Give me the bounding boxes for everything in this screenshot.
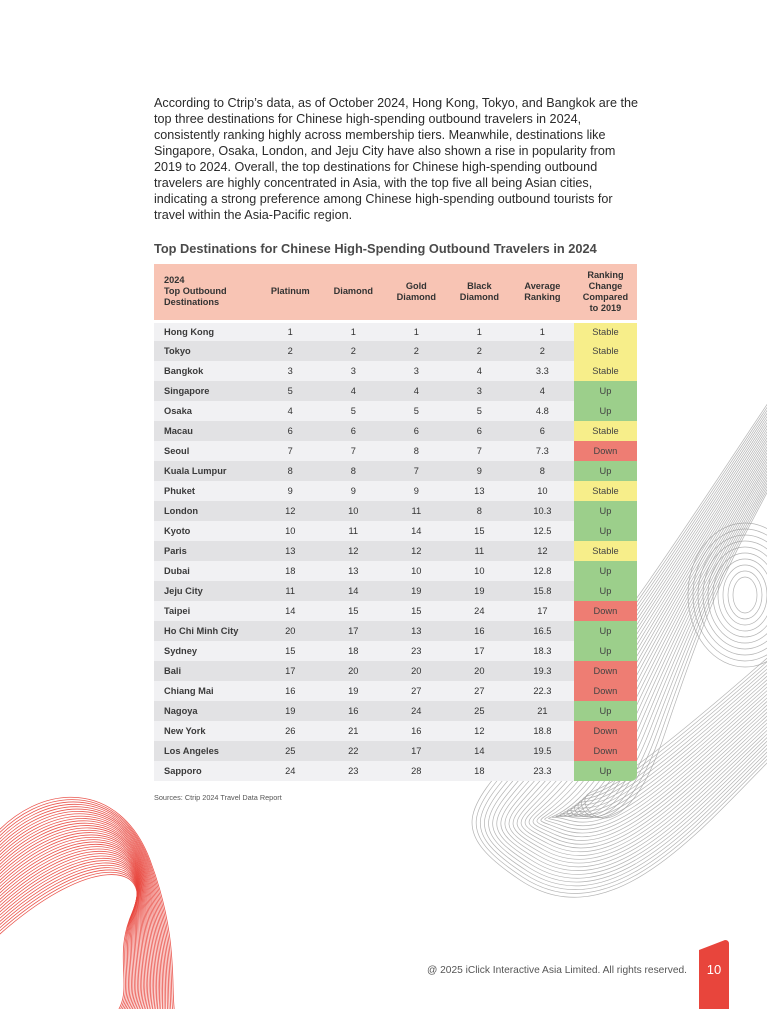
destination-cell: Macau xyxy=(164,426,193,436)
ranking-change-cell: Up xyxy=(574,561,637,581)
header-destination: 2024 Top Outbound Destinations xyxy=(164,275,227,308)
table-row xyxy=(154,741,637,761)
table-row xyxy=(154,641,637,661)
diamond-cell: 12 xyxy=(348,546,359,556)
platinum-cell: 1 xyxy=(259,321,322,341)
platinum-cell: 11 xyxy=(285,586,296,596)
platinum-cell: 7 xyxy=(287,446,293,456)
header-platinum: Platinum xyxy=(270,286,310,297)
ranking-change-cell: Stable xyxy=(574,481,637,501)
average-cell: 22.3 xyxy=(533,686,552,696)
destination-cell: New York xyxy=(164,726,206,736)
destinations-table xyxy=(154,264,637,781)
diamond-cell: 17 xyxy=(348,626,359,636)
page-number: 10 xyxy=(706,962,722,977)
platinum-cell: 20 xyxy=(285,626,296,636)
average-cell: 4 xyxy=(539,386,545,396)
ranking-change-cell: Up xyxy=(574,521,637,541)
copyright-text: @ 2025 iClick Interactive Asia Limited. All rights reserved. xyxy=(426,965,687,976)
black-diamond-cell: 1 xyxy=(448,321,511,341)
destination-cell: Jeju City xyxy=(164,586,203,596)
black-diamond-cell: 6 xyxy=(476,426,482,436)
average-cell: 2 xyxy=(539,346,545,356)
average-cell: 19.5 xyxy=(533,746,552,756)
destination-cell: Kyoto xyxy=(164,526,191,536)
average-cell: 15.8 xyxy=(533,586,552,596)
average-cell: 10 xyxy=(537,486,548,496)
platinum-cell: 13 xyxy=(285,546,296,556)
gold-diamond-cell: 11 xyxy=(411,506,422,516)
table-row xyxy=(154,481,637,501)
table-row xyxy=(154,541,637,561)
table-row xyxy=(154,561,637,581)
table-body xyxy=(154,321,637,781)
black-diamond-cell: 3 xyxy=(476,386,482,396)
destination-cell: Seoul xyxy=(164,446,190,456)
black-diamond-cell: 11 xyxy=(474,546,485,556)
gold-diamond-cell: 3 xyxy=(413,366,419,376)
average-cell: 1 xyxy=(511,321,574,341)
diamond-cell: 9 xyxy=(350,486,356,496)
gold-diamond-cell: 28 xyxy=(411,766,422,776)
diamond-cell: 7 xyxy=(350,446,356,456)
platinum-cell: 12 xyxy=(285,506,296,516)
ranking-change-cell: Up xyxy=(574,621,637,641)
platinum-cell: 15 xyxy=(285,646,296,656)
diamond-cell: 18 xyxy=(348,646,359,656)
black-diamond-cell: 10 xyxy=(474,566,485,576)
average-cell: 19.3 xyxy=(533,666,552,676)
gold-diamond-cell: 14 xyxy=(411,526,422,536)
destination-cell: Singapore xyxy=(164,386,210,396)
table-row xyxy=(154,721,637,741)
ranking-change-cell: Stable xyxy=(574,341,637,361)
average-cell: 18.3 xyxy=(533,646,552,656)
table-row xyxy=(154,381,637,401)
table-row xyxy=(154,421,637,441)
destination-cell: Nagoya xyxy=(164,706,198,716)
gold-diamond-cell: 17 xyxy=(411,746,422,756)
average-cell: 23.3 xyxy=(533,766,552,776)
average-cell: 12.5 xyxy=(533,526,552,536)
destination-cell: Bali xyxy=(164,666,182,676)
table-title: Top Destinations for Chinese High-Spending Outbound Travelers in 2024 xyxy=(154,241,597,256)
destination-cell: Taipei xyxy=(164,606,191,616)
platinum-cell: 6 xyxy=(287,426,293,436)
gold-diamond-cell: 1 xyxy=(385,321,448,341)
platinum-cell: 2 xyxy=(287,346,293,356)
platinum-cell: 18 xyxy=(285,566,296,576)
platinum-cell: 24 xyxy=(285,766,296,776)
ranking-change-cell: Stable xyxy=(574,421,637,441)
ranking-change-cell: Up xyxy=(574,701,637,721)
black-diamond-cell: 13 xyxy=(474,486,485,496)
platinum-cell: 14 xyxy=(285,606,296,616)
table-row xyxy=(154,501,637,521)
gold-diamond-cell: 8 xyxy=(413,446,419,456)
diamond-cell: 8 xyxy=(350,466,356,476)
gold-diamond-cell: 19 xyxy=(411,586,422,596)
black-diamond-cell: 12 xyxy=(474,726,485,736)
average-cell: 21 xyxy=(537,706,548,716)
black-diamond-cell: 24 xyxy=(474,606,485,616)
table-row xyxy=(154,461,637,481)
gold-diamond-cell: 4 xyxy=(413,386,419,396)
destination-cell: Tokyo xyxy=(164,346,191,356)
black-diamond-cell: 7 xyxy=(476,446,482,456)
ranking-change-cell: Down xyxy=(574,741,637,761)
table-row xyxy=(154,701,637,721)
black-diamond-cell: 5 xyxy=(476,406,482,416)
diamond-cell: 1 xyxy=(322,321,385,341)
average-cell: 10.3 xyxy=(533,506,552,516)
ranking-change-cell: Down xyxy=(574,661,637,681)
table-row xyxy=(154,441,637,461)
black-diamond-cell: 19 xyxy=(474,586,485,596)
black-diamond-cell: 20 xyxy=(474,666,485,676)
gold-diamond-cell: 27 xyxy=(411,686,422,696)
platinum-cell: 26 xyxy=(285,726,296,736)
diamond-cell: 20 xyxy=(348,666,359,676)
diamond-cell: 10 xyxy=(348,506,359,516)
ranking-change-cell: Up xyxy=(574,461,637,481)
gold-diamond-cell: 16 xyxy=(411,726,422,736)
average-cell: 16.5 xyxy=(533,626,552,636)
diamond-cell: 11 xyxy=(348,526,359,536)
destination-cell: Chiang Mai xyxy=(164,686,214,696)
average-cell: 3.3 xyxy=(535,366,549,376)
ranking-change-cell: Up xyxy=(574,501,637,521)
header-gold-diamond: Gold Diamond xyxy=(396,280,436,302)
header-black-diamond: Black Diamond xyxy=(459,280,499,302)
header-average-ranking: Average Ranking xyxy=(524,280,561,302)
table-row xyxy=(154,401,637,421)
gold-diamond-cell: 6 xyxy=(413,426,419,436)
header-diamond: Diamond xyxy=(333,286,373,297)
diamond-cell: 4 xyxy=(350,386,356,396)
ranking-change-cell: Stable xyxy=(574,541,637,561)
average-cell: 18.8 xyxy=(533,726,552,736)
black-diamond-cell: 16 xyxy=(474,626,485,636)
destination-cell: Sapporo xyxy=(164,766,202,776)
diamond-cell: 21 xyxy=(348,726,359,736)
platinum-cell: 5 xyxy=(287,386,293,396)
table-row xyxy=(154,521,637,541)
table-row xyxy=(154,681,637,701)
ranking-change-cell: Up xyxy=(574,581,637,601)
ranking-change-cell: Up xyxy=(574,761,637,781)
black-diamond-cell: 25 xyxy=(474,706,485,716)
table-row xyxy=(154,361,637,381)
average-cell: 17 xyxy=(537,606,548,616)
destination-cell: Phuket xyxy=(164,486,195,496)
ranking-change-cell: Up xyxy=(574,401,637,421)
diamond-cell: 6 xyxy=(350,426,356,436)
black-diamond-cell: 18 xyxy=(474,766,485,776)
diamond-cell: 14 xyxy=(348,586,359,596)
average-cell: 12 xyxy=(537,546,548,556)
ranking-change-cell: Up xyxy=(574,641,637,661)
gold-diamond-cell: 5 xyxy=(413,406,419,416)
platinum-cell: 25 xyxy=(285,746,296,756)
platinum-cell: 8 xyxy=(287,466,293,476)
gold-diamond-cell: 10 xyxy=(411,566,422,576)
intro-paragraph: According to Ctrip’s data, as of October 2024, Hong Kong, Tokyo, and Bangkok are the top three destinations for Chinese high-spending outbound travelers in 2024, consistently ranking highly across membership tiers. Meanwhile, destinations like Singapore, Osaka, London, and Jeju City have also shown a rise in popularity from 2019 to 2024. Overall, the top destinations for Chinese high-spending outbound travelers are highly concentrated in Asia, with the top five all being Asian cities, indicating a strong preference among Chinese high-spending outbound tourists for travel within the Asia-Pacific region. xyxy=(154,96,638,222)
destination-cell: Los Angeles xyxy=(164,746,219,756)
destination-cell: Kuala Lumpur xyxy=(164,466,227,476)
ranking-change-cell: Down xyxy=(574,601,637,621)
gold-diamond-cell: 15 xyxy=(411,606,422,616)
diamond-cell: 16 xyxy=(348,706,359,716)
black-diamond-cell: 14 xyxy=(474,746,485,756)
destination-cell: Osaka xyxy=(164,406,192,416)
destination-cell: Paris xyxy=(164,546,187,556)
black-diamond-cell: 17 xyxy=(474,646,485,656)
ranking-change-cell: Stable xyxy=(574,321,637,341)
ranking-change-cell: Stable xyxy=(574,361,637,381)
ranking-change-cell: Up xyxy=(574,381,637,401)
diamond-cell: 2 xyxy=(350,346,356,356)
diamond-cell: 22 xyxy=(348,746,359,756)
platinum-cell: 10 xyxy=(285,526,296,536)
ranking-change-cell: Down xyxy=(574,681,637,701)
black-diamond-cell: 8 xyxy=(476,506,482,516)
diamond-cell: 23 xyxy=(348,766,359,776)
black-diamond-cell: 9 xyxy=(476,466,482,476)
average-cell: 8 xyxy=(539,466,545,476)
average-cell: 12.8 xyxy=(533,566,552,576)
table-row xyxy=(154,761,637,781)
diamond-cell: 5 xyxy=(350,406,356,416)
platinum-cell: 16 xyxy=(285,686,296,696)
black-diamond-cell: 4 xyxy=(476,366,482,376)
table-row xyxy=(154,621,637,641)
platinum-cell: 17 xyxy=(285,666,296,676)
destination-cell: Dubai xyxy=(164,566,190,576)
gold-diamond-cell: 12 xyxy=(411,546,422,556)
destination-cell: Ho Chi Minh City xyxy=(164,626,239,636)
table-row xyxy=(154,581,637,601)
destination-cell: Sydney xyxy=(164,646,198,656)
black-diamond-cell: 2 xyxy=(476,346,482,356)
diamond-cell: 19 xyxy=(348,686,359,696)
destination-cell: London xyxy=(164,506,199,516)
header-ranking-change: Ranking Change Compared to 2019 xyxy=(574,264,637,321)
black-diamond-cell: 15 xyxy=(474,526,485,536)
gold-diamond-cell: 2 xyxy=(413,346,419,356)
gold-diamond-cell: 23 xyxy=(411,646,422,656)
diamond-cell: 3 xyxy=(350,366,356,376)
platinum-cell: 4 xyxy=(287,406,293,416)
gold-diamond-cell: 20 xyxy=(411,666,422,676)
table-header-row xyxy=(154,264,637,321)
platinum-cell: 3 xyxy=(287,366,293,376)
table-row xyxy=(154,321,637,341)
table-row xyxy=(154,601,637,621)
platinum-cell: 9 xyxy=(287,486,293,496)
destination-cell: Hong Kong xyxy=(154,321,259,341)
average-cell: 4.8 xyxy=(535,406,549,416)
destination-cell: Bangkok xyxy=(164,366,204,376)
diamond-cell: 13 xyxy=(348,566,359,576)
table-row xyxy=(154,661,637,681)
gold-diamond-cell: 13 xyxy=(411,626,422,636)
ranking-change-cell: Down xyxy=(574,441,637,461)
average-cell: 6 xyxy=(539,426,545,436)
gold-diamond-cell: 24 xyxy=(411,706,422,716)
black-diamond-cell: 27 xyxy=(474,686,485,696)
ranking-change-cell: Down xyxy=(574,721,637,741)
average-cell: 7.3 xyxy=(535,446,549,456)
platinum-cell: 19 xyxy=(285,706,296,716)
source-note: Sources: Ctrip 2024 Travel Data Report xyxy=(154,793,282,802)
diamond-cell: 15 xyxy=(348,606,359,616)
gold-diamond-cell: 9 xyxy=(413,486,419,496)
table-row xyxy=(154,341,637,361)
gold-diamond-cell: 7 xyxy=(413,466,419,476)
